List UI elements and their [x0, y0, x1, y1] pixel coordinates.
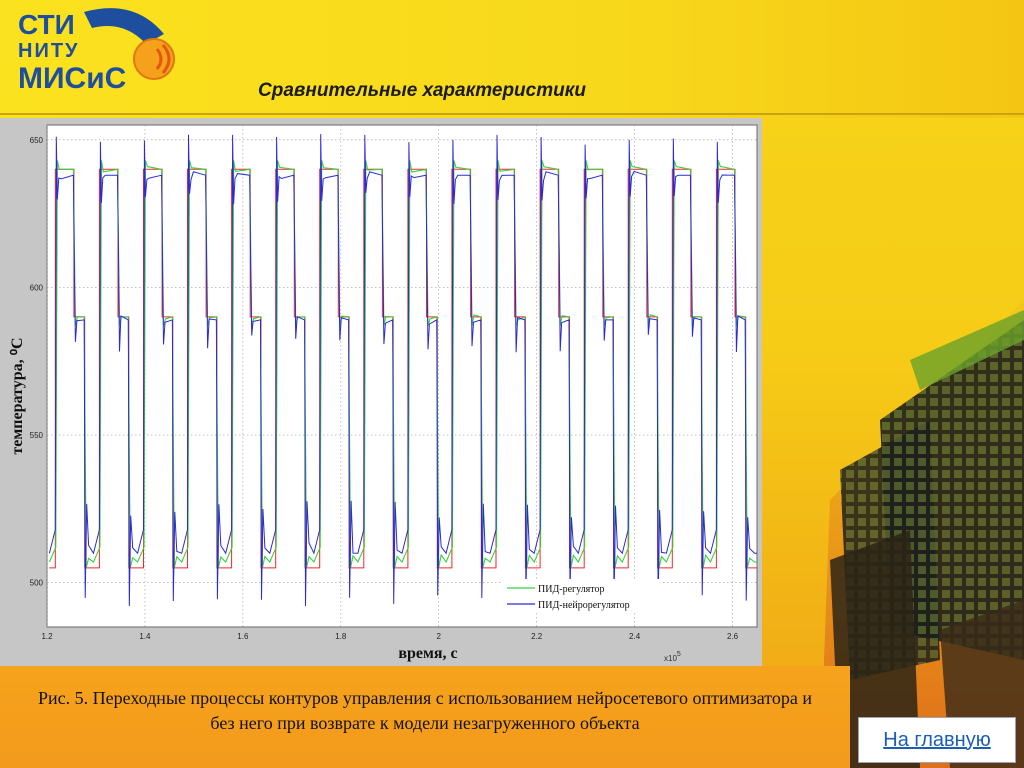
legend: [503, 579, 663, 613]
y-axis-label: температура, ⁰С: [9, 337, 26, 455]
x-tick-label: 2.6: [726, 632, 739, 641]
x-tick-label: 1.8: [335, 632, 347, 641]
x-tick-label: 1.6: [237, 632, 249, 641]
transient-response-chart: [0, 118, 762, 666]
y-tick-label: 500: [29, 578, 43, 588]
x-axis-label: время, с: [398, 645, 458, 662]
x-multiplier-label: x105: [664, 651, 681, 663]
y-tick-label: 600: [29, 283, 43, 293]
x-tick-label: 2.2: [531, 632, 543, 641]
legend-label-neuro-pid: ПИД-нейрорегулятор: [538, 600, 630, 611]
header-divider: [0, 113, 1024, 115]
x-tick-label: 1.2: [41, 632, 53, 641]
legend-label-pid: ПИД-регулятор: [538, 584, 605, 595]
logo-line-3: МИСиС: [18, 62, 127, 95]
x-tick-label: 2.4: [629, 632, 641, 641]
figure-caption: Рис. 5. Переходные процессы контуров управления с использованием нейросетевого оптимизатора и без него при возврате к модели незагруженного объекта: [37, 688, 813, 733]
home-button[interactable]: На главную: [858, 717, 1016, 763]
logo-line-2: НИТУ: [18, 40, 80, 62]
y-tick-label: 550: [29, 431, 43, 441]
y-tick-label: 650: [29, 135, 43, 145]
chart-frame: [0, 118, 762, 666]
slide-title: Сравнительные характеристики: [258, 80, 586, 101]
x-tick-label: 2: [436, 632, 441, 641]
logo-line-1: СТИ: [18, 9, 75, 40]
x-tick-label: 1.4: [139, 632, 151, 641]
misis-logo: [14, 4, 179, 96]
